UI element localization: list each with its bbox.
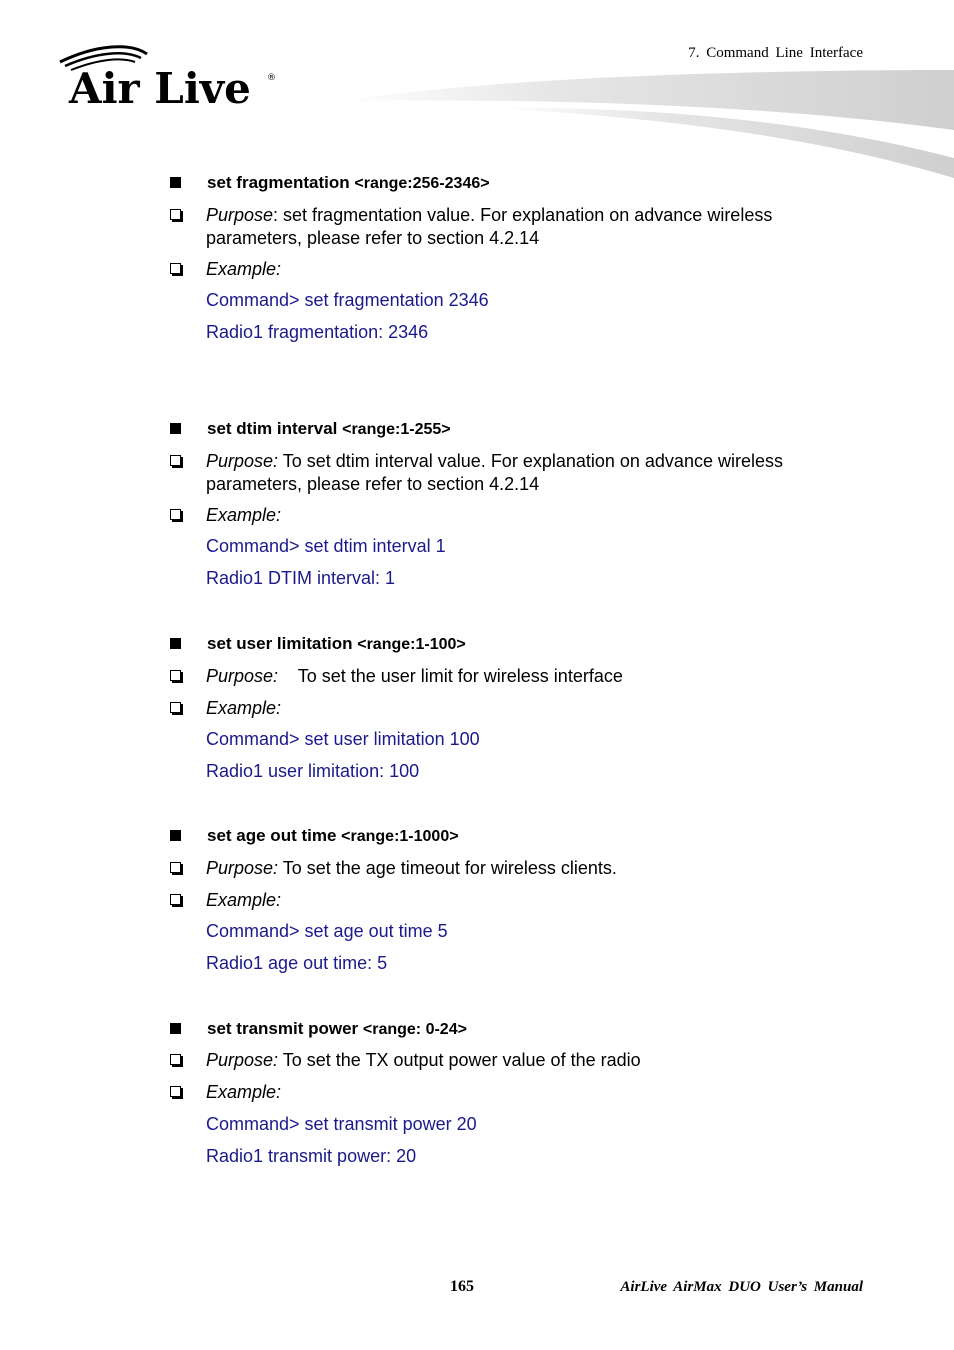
filled-square-bullet-icon xyxy=(170,1023,181,1034)
purpose-text: To set the user limit for wireless interface xyxy=(278,666,623,686)
command-range: <range:1-1000> xyxy=(341,828,459,845)
hollow-square-bullet-icon xyxy=(170,894,181,905)
purpose-label: Purpose: xyxy=(206,666,279,686)
filled-square-bullet-icon xyxy=(170,638,181,649)
command-heading: set fragmentation xyxy=(207,173,350,192)
hollow-square-bullet-icon xyxy=(170,1054,181,1065)
example-label: Example: xyxy=(206,259,282,279)
purpose-label: Purpose: xyxy=(206,1050,279,1070)
example-command: Command> set age out time 5 xyxy=(206,921,448,941)
manual-title: AirLive AirMax DUO User’s Manual xyxy=(620,1279,863,1295)
filled-square-bullet-icon xyxy=(170,830,181,841)
purpose-text: To set the age timeout for wireless clients. xyxy=(278,858,617,878)
header-swoosh-graphic xyxy=(340,68,954,183)
command-heading: set user limitation xyxy=(207,634,353,653)
command-heading: set dtim interval xyxy=(207,419,338,438)
svg-text:Air Live: Air Live xyxy=(69,64,251,110)
page-number: 165 xyxy=(450,1278,474,1295)
hollow-square-bullet-icon xyxy=(170,670,181,681)
hollow-square-bullet-icon xyxy=(170,263,181,274)
example-output: Radio1 transmit power: 20 xyxy=(206,1146,417,1166)
example-output: Radio1 user limitation: 100 xyxy=(206,761,420,781)
svg-text:®: ® xyxy=(267,73,276,83)
purpose-label: Purpose xyxy=(206,205,274,225)
example-command: Command> set user limitation 100 xyxy=(206,729,480,749)
example-output: Radio1 fragmentation: 2346 xyxy=(206,322,429,342)
example-label: Example: xyxy=(206,505,282,525)
command-heading: set transmit power xyxy=(207,1019,359,1038)
purpose-text: To set dtim interval value. For explanation on advance wireless parameters, please refer to section 4.2.14 xyxy=(206,451,783,494)
hollow-square-bullet-icon xyxy=(170,702,181,713)
example-command: Command> set fragmentation 2346 xyxy=(206,290,489,310)
example-label: Example: xyxy=(206,890,282,910)
example-command: Command> set transmit power 20 xyxy=(206,1114,477,1134)
chapter-title: 7. Command Line Interface xyxy=(688,45,863,61)
purpose-text: : set fragmentation value. For explanation on advance wireless parameters, please refer to section 4.2.14 xyxy=(206,205,773,248)
example-output: Radio1 age out time: 5 xyxy=(206,953,388,973)
hollow-square-bullet-icon xyxy=(170,1086,181,1097)
hollow-square-bullet-icon xyxy=(170,862,181,873)
example-label: Example: xyxy=(206,698,282,718)
purpose-label: Purpose: xyxy=(206,858,279,878)
filled-square-bullet-icon xyxy=(170,423,181,434)
hollow-square-bullet-icon xyxy=(170,209,181,220)
purpose-label: Purpose: xyxy=(206,451,279,471)
command-range: <range: 0-24> xyxy=(362,1021,467,1038)
hollow-square-bullet-icon xyxy=(170,509,181,520)
airlive-logo xyxy=(55,40,285,110)
example-command: Command> set dtim interval 1 xyxy=(206,536,446,556)
purpose-text: To set the TX output power value of the radio xyxy=(278,1050,641,1070)
filled-square-bullet-icon xyxy=(170,177,181,188)
command-range: <range:1-255> xyxy=(342,421,451,438)
example-label: Example: xyxy=(206,1082,282,1102)
command-range: <range:256-2346> xyxy=(354,175,490,192)
command-heading: set age out time xyxy=(207,826,337,845)
command-range: <range:1-100> xyxy=(357,636,466,653)
hollow-square-bullet-icon xyxy=(170,455,181,466)
example-output: Radio1 DTIM interval: 1 xyxy=(206,568,396,588)
